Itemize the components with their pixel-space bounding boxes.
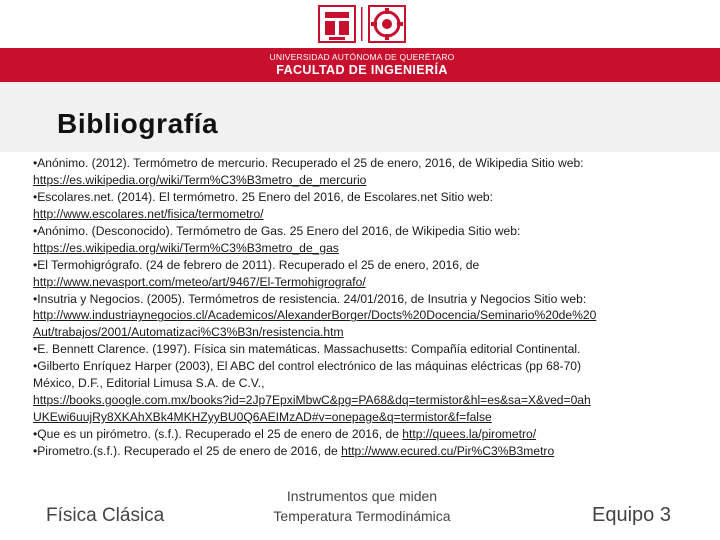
reference-link[interactable]: http://www.nevasport.com/meteo/art/9467/El-Termohigrografo/ [33, 274, 366, 289]
reference-link[interactable]: https://books.google.com.mx/books?id=2Jp7EpxiMbwC&pg=PA68&dq=termistor&hl=es&sa=X&ved=0ah [33, 393, 591, 408]
footer-topic [240, 486, 484, 526]
reference-text: •Pirometro.(s.f.). Recuperado el 25 de enero de 2016, de [33, 443, 342, 458]
reference-text: •Que es un pirómetro. (s.f.). Recuperado el 25 de enero de 2016, de [33, 427, 403, 441]
faculty-name: FACULTAD DE INGENIERÍA [276, 63, 448, 77]
footer-course: Física Clásica [46, 505, 165, 526]
reference-line: •Gilberto Enríquez Harper (2003), El ABC del control electrónico de las máquinas eléctricas (pp 68-70) [33, 359, 582, 374]
reference-link[interactable]: http://www.escolares.net/fisica/termometro/ [33, 206, 264, 221]
footer-team: Equipo 3 [592, 504, 671, 526]
reference-line: •El Termohigrógrafo. (24 de febrero de 2011). Recuperado el 25 de enero, 2016, de [33, 257, 480, 272]
reference-line [33, 426, 698, 443]
reference-link[interactable]: http://www.ecured.cu/Pir%C3%B3metro [341, 443, 555, 458]
reference-line: •Escolares.net. (2014). El termómetro. 25 Enero del 2016, de Escolares.net Sitio web: [33, 189, 494, 204]
reference-line: •Anónimo. (Desconocido). Termómetro de Gas. 25 Enero del 2016, de Wikipedia Sitio web: [33, 223, 521, 238]
reference-link[interactable]: http://quees.la/pirometro/ [402, 427, 537, 441]
reference-line: •E. Bennett Clarence. (1997). Física sin matemáticas. Massachusetts: Compañía editorial Continental. [33, 342, 581, 357]
footer-topic-line2: Temperatura Termodinámica [273, 508, 451, 524]
uaq-shield-icon [319, 6, 355, 42]
engineering-faculty-icon [369, 6, 405, 42]
reference-link[interactable]: UKEwi6uujRy8XKAhXBk4MKHZyyBU0Q6AEIMzAD#v=onepage&q=termistor&f=false [33, 410, 492, 425]
reference-line: •Anónimo. (2012). Termómetro de mercurio. Recuperado el 25 de enero, 2016, de Wikipedia Sitio web: [33, 156, 584, 170]
reference-link[interactable]: http://www.industriaynegocios.cl/Academicos/AlexanderBorger/Docts%20Docencia/Seminario%20de%20 [33, 308, 597, 323]
slide-title: Bibliografía [57, 108, 219, 139]
university-logos [315, 3, 409, 45]
header-banner [0, 0, 720, 82]
reference-link[interactable]: https://es.wikipedia.org/wiki/Term%C3%B3metro_de_mercurio [33, 172, 367, 187]
university-name: UNIVERSIDAD AUTÓNOMA DE QUERÉTARO [269, 52, 455, 62]
reference-link[interactable]: https://es.wikipedia.org/wiki/Term%C3%B3metro_de_gas [33, 240, 339, 255]
reference-line: •Insutria y Negocios. (2005). Termómetros de resistencia. 24/01/2016, de Insutria y Negocios Sitio web: [33, 291, 587, 306]
reference-line [33, 443, 698, 460]
reference-link[interactable]: Aut/trabajos/2001/Automatizaci%C3%B3n/resistencia.htm [33, 325, 344, 340]
bibliography-list [33, 155, 698, 460]
reference-line: México, D.F., Editorial Limusa S.A. de C.V., [33, 376, 265, 391]
footer-topic-line1: Instrumentos que miden [286, 488, 438, 504]
